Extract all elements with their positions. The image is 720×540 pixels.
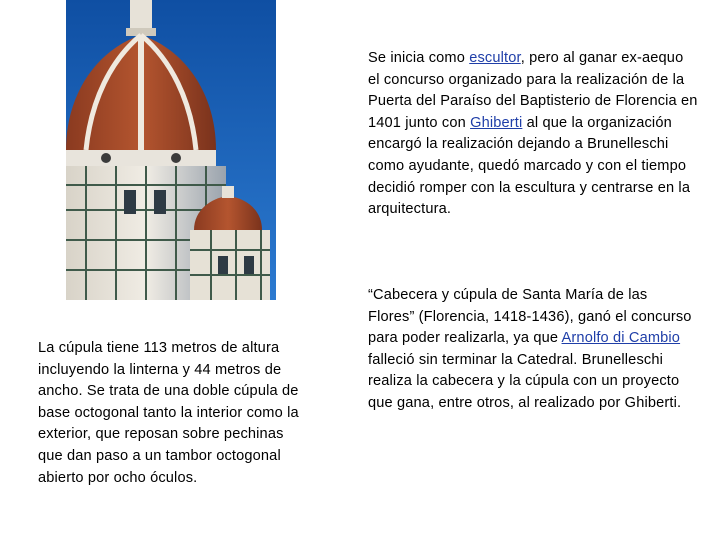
cathedral-text-2: falleció sin terminar la Catedral. Brunelleschi realiza la cabecera y la cúpula con un proyecto que gana, entre otros, al realizado por Ghiberti. <box>368 351 682 411</box>
dome-photo <box>66 0 276 300</box>
escultor-link[interactable]: escultor <box>469 50 521 66</box>
intro-paragraph <box>368 48 698 221</box>
ghiberti-link[interactable]: Ghiberti <box>470 114 523 131</box>
cathedral-text-1: “Cabecera y cúpula de Santa María de las Flores” (Florencia, 1418-1436), ganó el concurso para poder realizarla, ya que <box>368 287 692 347</box>
intro-text-2: , pero al ganar ex-aequo el concurso organizado para la realización de la Puerta del Paraíso del Baptisterio de Florencia en 1401 junto con <box>368 50 698 131</box>
dome-description <box>38 338 300 489</box>
dome-description-text: La cúpula tiene 113 metros de altura incluyendo la linterna y 44 metros de ancho. Se trata de una doble cúpula de base octogonal tanto la interior como la exterior, que reposan sobre pechinas que dan paso a un tambor octogonal abierto por ocho óculos. <box>38 340 299 486</box>
intro-text-3: al que la organización encargó la realización dejando a Brunelleschi como ayudante, quedó marcado y con el tiempo decidió romper con la escultura y centrarse en la arquitectura. <box>368 114 691 218</box>
cathedral-paragraph <box>368 285 698 415</box>
intro-text-1: Se inicia como <box>368 50 470 66</box>
arnolfo-link[interactable]: Arnolfo di Cambio <box>561 330 681 347</box>
